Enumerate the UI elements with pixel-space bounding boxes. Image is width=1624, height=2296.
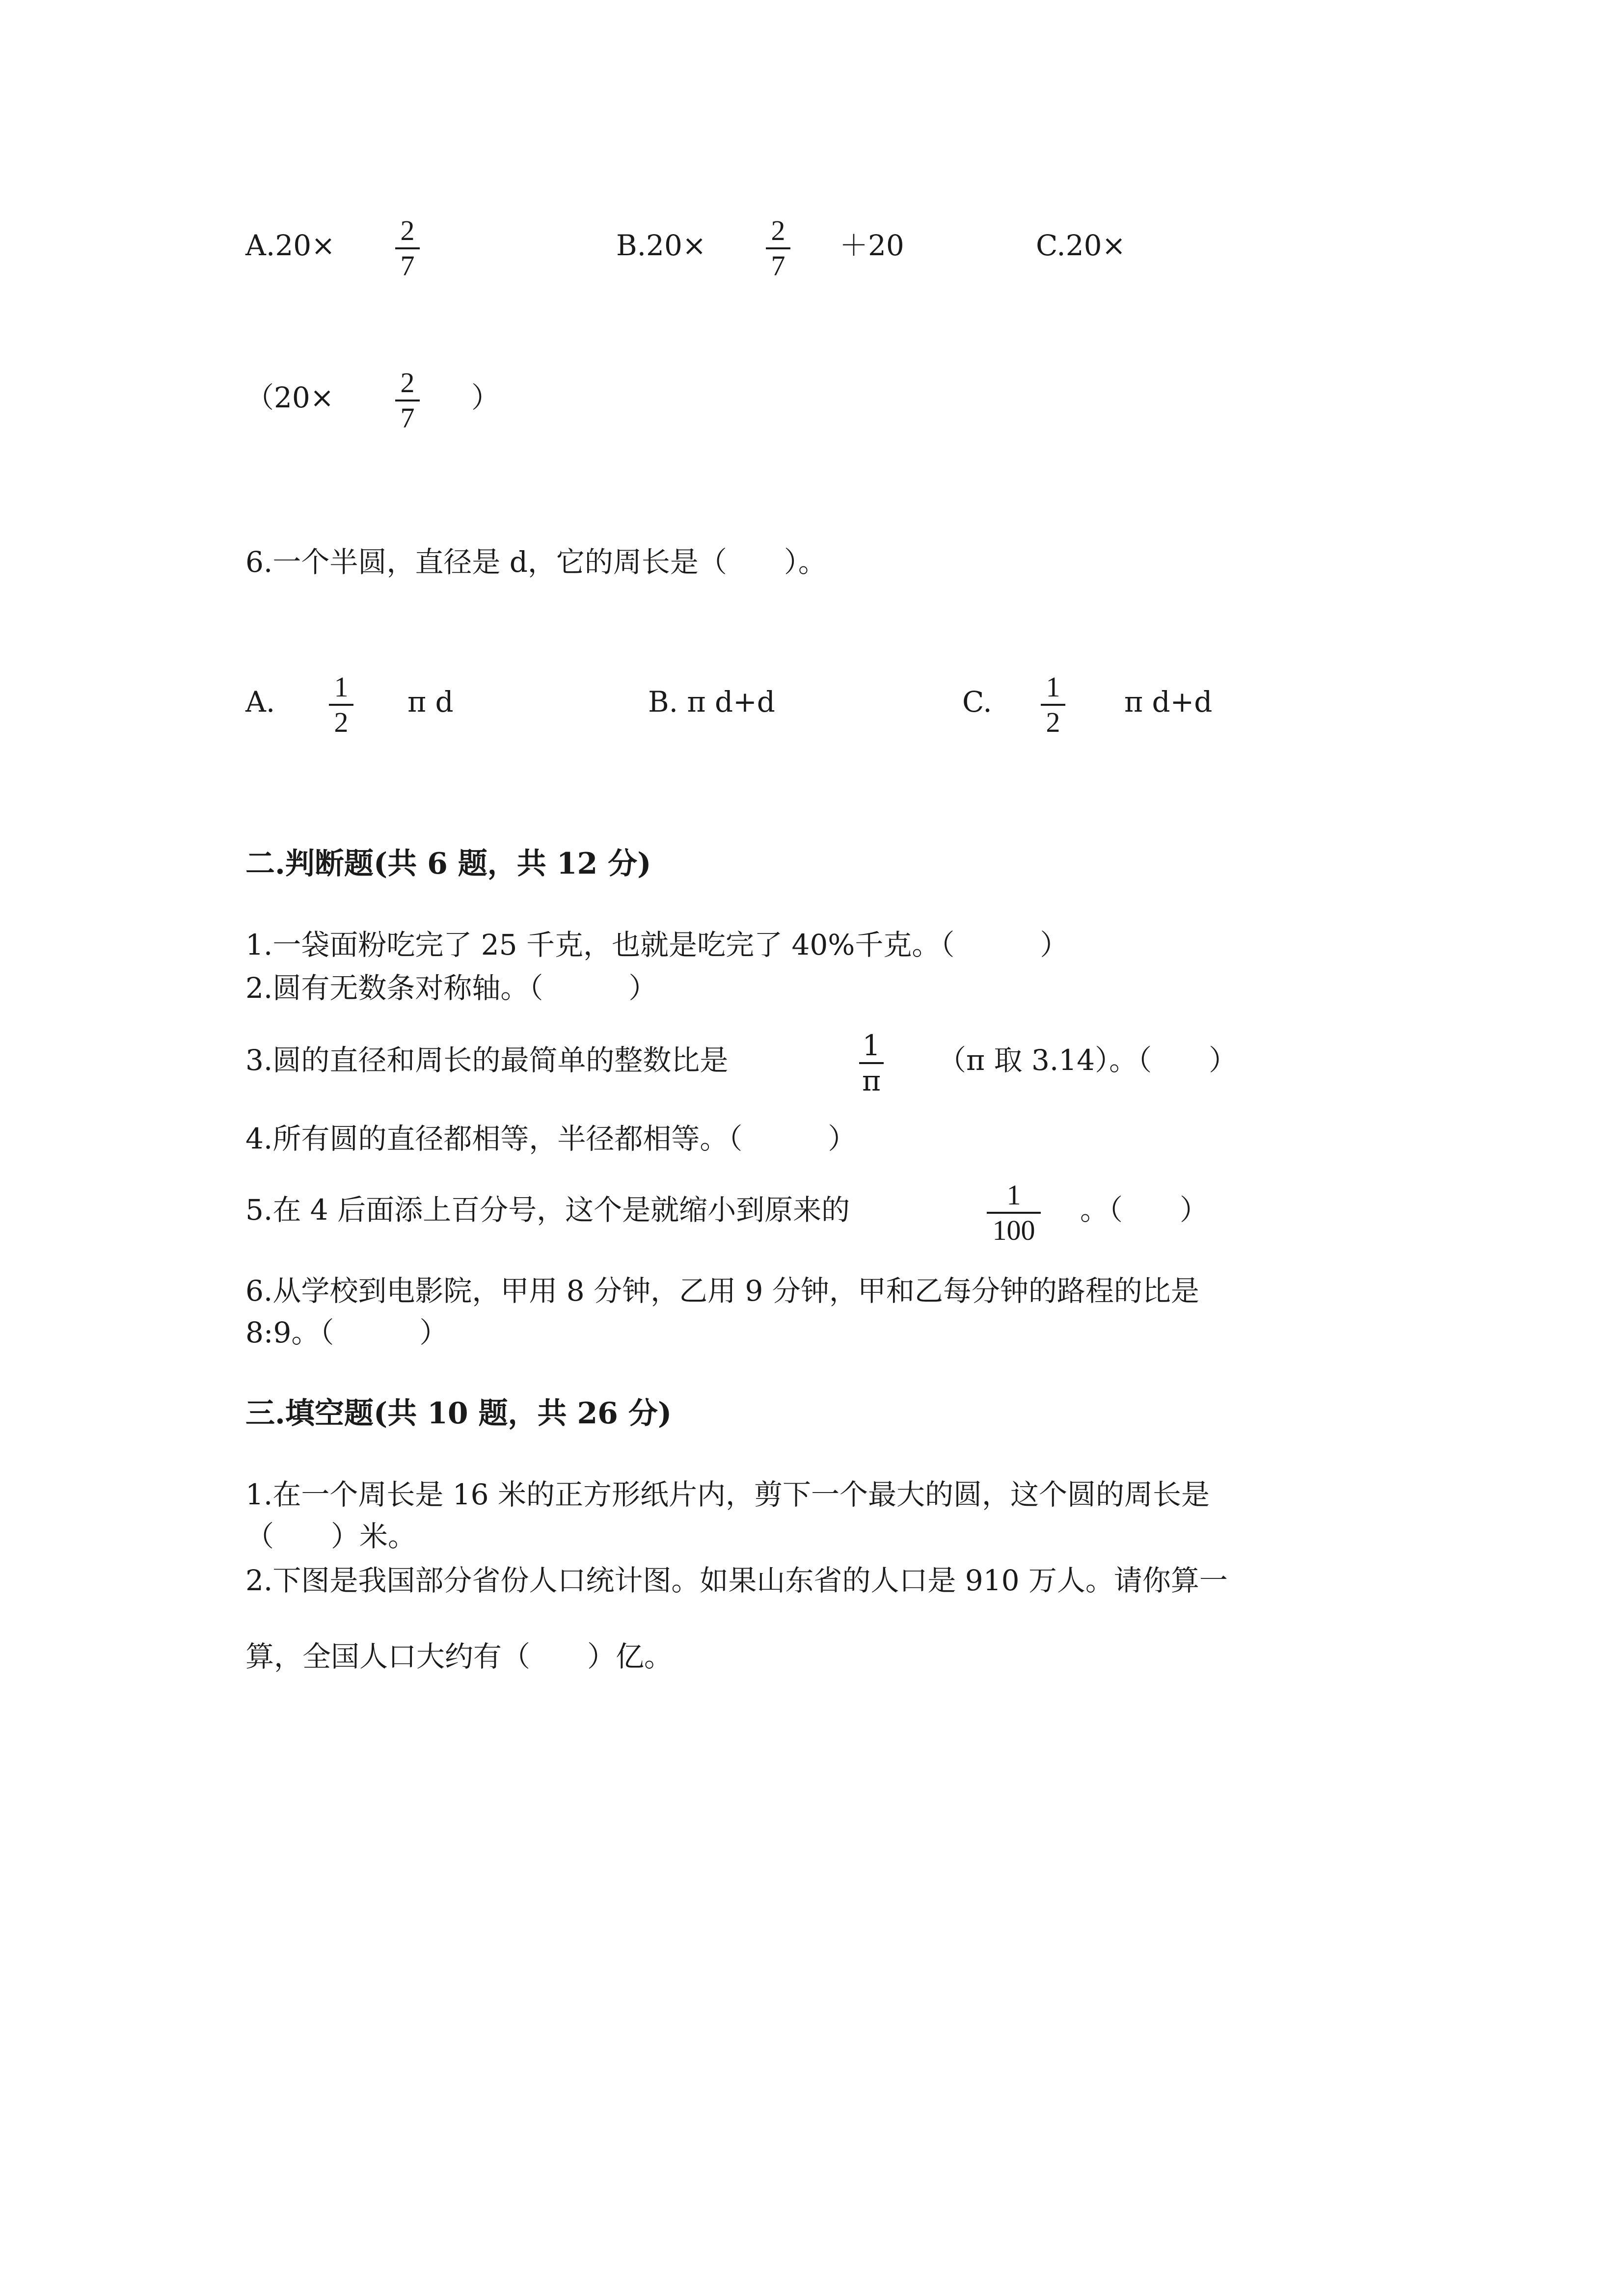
s2-q3-suffix: （π 取 3.14）。（ ） [938,1043,1238,1077]
fraction-numerator: 1 [1006,1179,1021,1211]
q5-option-c-close: ） [471,381,500,414]
q6-option-b-label: B. π d+d [648,685,775,719]
q6-option-a-suffix: π d [407,685,454,719]
fraction-denominator: 100 [992,1214,1035,1246]
fraction-denominator: 7 [400,402,415,434]
fraction-numerator: 2 [400,367,415,399]
s3-q2-line2: 算，全国人口大约有（ ）亿。 [245,1640,673,1673]
s2-q6-line2: 8:9。（ ） [245,1316,448,1349]
s2-q3-prefix: 3.圆的直径和周长的最简单的整数比是 [245,1043,729,1077]
q5-option-c-label: C.20× [1036,229,1126,262]
s2-q5-prefix: 5.在 4 后面添上百分号，这个是就缩小到原来的 [245,1193,850,1227]
s2-q2: 2.圆有无数条对称轴。（ ） [245,971,657,1005]
fraction-denominator: 7 [400,250,415,282]
s3-q1-line1: 1.在一个周长是 16 米的正方形纸片内，剪下一个最大的圆，这个圆的周长是 [245,1478,1210,1511]
fraction-numerator: 1 [1046,671,1060,703]
section-2-title: 二.判断题(共 6 题，共 12 分) [245,847,651,881]
q5-option-b-suffix: ＋20 [839,229,904,262]
fraction-denominator: π [862,1064,881,1097]
q6-option-a-label: A. [245,685,275,719]
fraction-bar [395,247,420,249]
s3-q2-line1: 2.下图是我国部分省份人口统计图。如果山东省的人口是 910 万人。请你算一 [245,1564,1228,1597]
q5-option-b-fraction [741,216,815,281]
s2-q3-fraction [835,1031,908,1095]
fraction-bar [1041,704,1065,706]
q5-option-b-label: B.20× [616,229,706,262]
fraction-numerator: 1 [862,1029,881,1062]
fraction-numerator: 1 [334,671,349,703]
s2-q6-line1: 6.从学校到电影院，甲用 8 分钟，乙用 9 分钟，甲和乙每分钟的路程的比是 [245,1274,1199,1308]
q6-option-a-fraction [304,672,378,737]
s3-q1-line2: （ ）米。 [245,1520,417,1553]
fraction-denominator: 2 [334,706,349,738]
q5-option-c-continuation: （20× [245,381,334,414]
fraction-bar [987,1212,1041,1214]
s2-q4: 4.所有圆的直径都相等，半径都相等。（ ） [245,1122,857,1155]
fraction-bar [329,704,353,706]
s2-q5-suffix: 。（ ） [1080,1193,1209,1227]
q5-option-c-fraction [371,368,444,433]
fraction-bar [766,247,790,249]
fraction-numerator: 2 [400,214,415,246]
q5-option-a-label: A.20× [245,229,335,262]
fraction-bar [395,400,420,401]
section-3-title: 三.填空题(共 10 题，共 26 分) [245,1396,672,1431]
q5-option-a-fraction [371,216,444,281]
fraction-denominator: 2 [1046,706,1060,738]
q6-option-c-suffix: π d+d [1124,685,1213,719]
q6-option-c-fraction [1016,672,1090,737]
q6-option-c-label: C. [962,685,992,719]
fraction-denominator: 7 [771,250,785,282]
s2-q5-fraction [977,1180,1051,1245]
q6-question-text: 6.一个半圆，直径是 d，它的周长是（ ）。 [245,545,827,579]
s2-q1: 1.一袋面粉吃完了 25 千克，也就是吃完了 40%千克。（ ） [245,928,1069,961]
fraction-numerator: 2 [771,214,785,246]
